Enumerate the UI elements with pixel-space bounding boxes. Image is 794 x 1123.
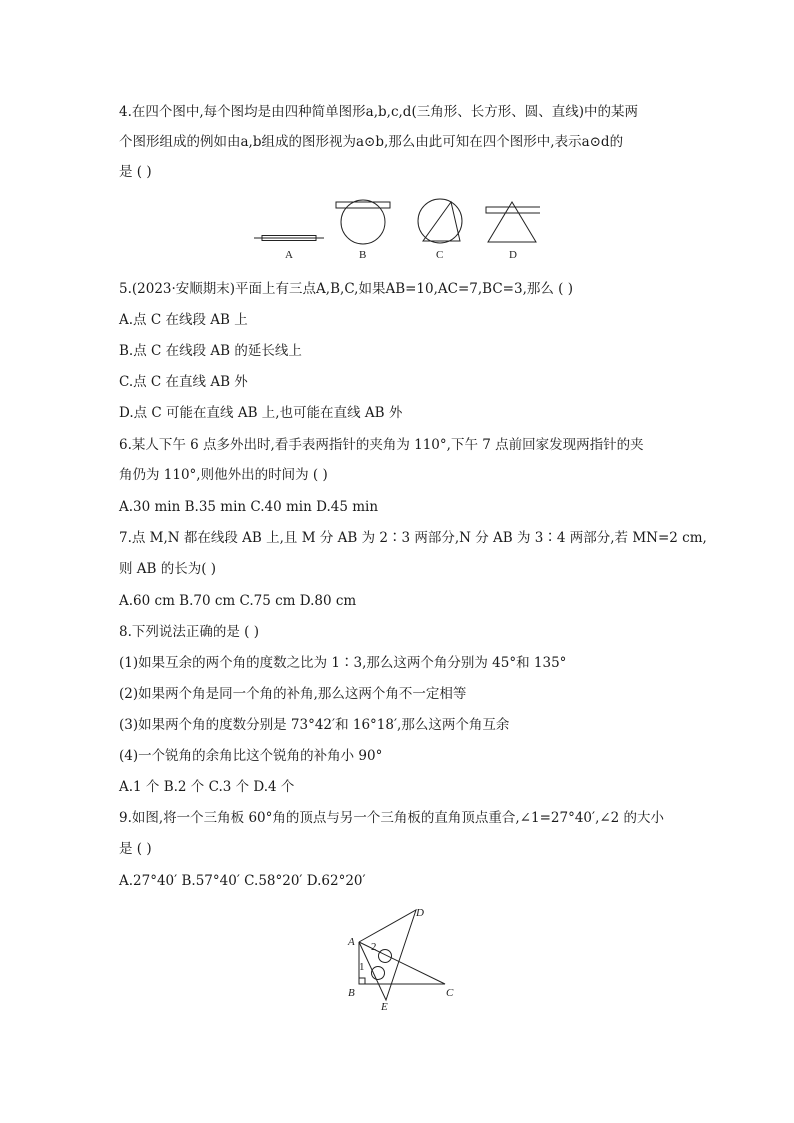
q8-item-1: (1)如果互余的两个角的度数之比为 1∶3,那么这两个角分别为 45°和 135° [119,655,567,671]
q6-line2: 角仍为 110°,则他外出的时间为 ( ) [119,467,328,483]
figure-label-a: A [285,249,293,261]
figure-label-b: B [359,249,367,261]
q4-line1: 4.在四个图中,每个图均是由四种简单图形a,b,c,d(三角形、长方形、圆、直线)中的某两 [119,104,638,120]
q7-line2: 则 AB 的长为( ) [119,561,217,577]
point-label-c: C [446,987,454,999]
q5-option-b: B.点 C 在线段 AB 的延长线上 [119,343,302,359]
q6-line1: 6.某人下午 6 点多外出时,看手表两指针的夹角为 110°,下午 7 点前回家发现两指针的夹 [119,437,644,453]
q9-figure [338,898,468,1013]
point-label-e: E [381,1001,388,1013]
angle-label-1: 1 [359,961,365,973]
q8-item-3: (3)如果两个角的度数分别是 73°42′和 16°18′,那么这两个角互余 [119,717,510,733]
q6-options: A.30 min B.35 min C.40 min D.45 min [119,499,379,515]
q5-option-a: A.点 C 在线段 AB 上 [119,312,248,328]
figure-b-circle [341,200,385,244]
q4-figures [250,196,540,266]
angle-2-arc [379,950,392,963]
figure-c-triangle [423,202,460,241]
q9-line2: 是 ( ) [119,841,152,857]
figure-b-rect [336,202,390,208]
q9-options: A.27°40′ B.57°40′ C.58°20′ D.62°20′ [119,873,366,889]
figure-label-d: D [509,249,517,261]
figure-d-triangle [488,202,536,242]
triangle-ade [359,910,416,1000]
figure-label-c: C [436,249,444,261]
q8-stem: 8.下列说法正确的是 ( ) [119,624,259,640]
q4-line2: 个图形组成的例如由a,b组成的图形视为a⊙b,那么由此可知在四个图形中,表示a⊙d的 [119,134,624,150]
point-label-b: B [348,987,355,999]
q5-option-d: D.点 C 可能在直线 AB 上,也可能在直线 AB 外 [119,405,403,421]
point-label-a: A [348,936,355,948]
q7-line1: 7.点 M,N 都在线段 AB 上,且 M 分 AB 为 2∶3 两部分,N 分 AB 为 3∶4 两部分,若 MN=2 cm, [119,530,707,546]
q8-options: A.1 个 B.2 个 C.3 个 D.4 个 [119,779,295,795]
angle-label-2: 2 [371,941,377,953]
q5-option-c: C.点 C 在直线 AB 外 [119,374,248,390]
q8-item-4: (4)一个锐角的余角比这个锐角的补角小 90° [119,748,383,764]
right-angle-mark [359,978,365,984]
figure-d-rect [486,207,540,213]
q8-item-2: (2)如果两个角是同一个角的补角,那么这两个角不一定相等 [119,686,467,702]
q4-line3: 是 ( ) [119,164,152,180]
q5-stem: 5.(2023·安顺期末)平面上有三点A,B,C,如果AB=10,AC=7,BC=3,那么 ( ) [119,281,573,297]
point-label-d: D [416,907,424,919]
q9-line1: 9.如图,将一个三角板 60°角的顶点与另一个三角板的直角顶点重合,∠1=27°40′,∠2 的大小 [119,810,665,826]
q7-options: A.60 cm B.70 cm C.75 cm D.80 cm [119,593,357,609]
